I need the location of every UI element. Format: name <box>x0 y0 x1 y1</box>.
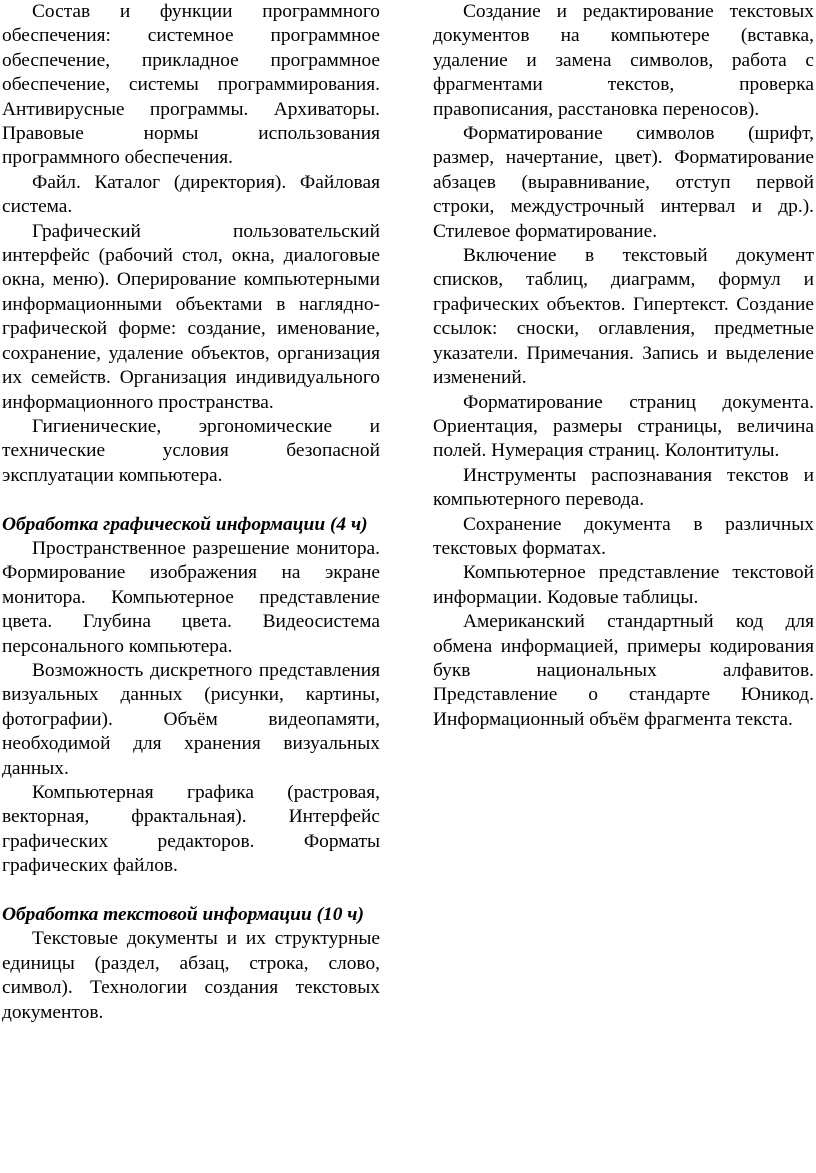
paragraph-file-system: Файл. Каталог (директория). Файловая система. <box>2 171 380 218</box>
paragraph-saving-formats: Сохранение документа в различных текстовых форматах. <box>433 513 814 559</box>
paragraph-monitor-resolution: Пространственное разрешение монитора. Формирование изображения на экране монитора. Компьютерное представление цвета. Глубина цвета. Видеосистема персонального компьютера. <box>2 537 380 657</box>
paragraph-text-representation: Компьютерное представление текстовой информации. Кодовые таблицы. <box>433 562 814 608</box>
right-column <box>433 0 814 732</box>
paragraph-recognition-tools: Инструменты распознавания текстов и компьютерного перевода. <box>433 464 814 511</box>
section-heading-text: Обработка текстовой информации (10 ч) <box>2 904 364 925</box>
paragraph-hygiene: Гигиенические, эргономические и технические условия безопасной эксплуатации компьютера. <box>2 415 380 486</box>
paragraph-software-composition: Состав и функции программного обеспечения: системное программное обеспечение, прикладное программное обеспечение, системы программирования. Антивирусные программы. Архиваторы. Правовые нормы использования программного обеспечения. <box>2 1 380 169</box>
paragraph-text-documents: Текстовые документы и их структурные единицы (раздел, абзац, строка, слово, символ). Технологии создания текстовых документов. <box>2 928 380 1023</box>
paragraph-inclusion-objects: Включение в текстовый документ списков, таблиц, диаграмм, формул и графических объектов. Гипертекст. Создание ссылок: сноски, оглавления, предметные указатели. Примечания. Запись и выделение изменений. <box>433 245 814 389</box>
paragraph-page-formatting: Форматирование страниц документа. Ориентация, размеры страницы, величина полей. Нумерация страниц. Колонтитулы. <box>433 391 814 462</box>
paragraph-editing: Создание и редактирование текстовых документов на компьютере (вставка, удаление и замена символов, работа с фрагментами текстов, проверка правописания, расстановка переносов). <box>433 1 814 120</box>
paragraph-gui: Графический пользовательский интерфейс (рабочий стол, окна, диалоговые окна, меню). Оперирование компьютерными информационными объектами в наглядно-графической форме: создание, именование, сохранение, удаление объектов, организация их семейств. Организация индивидуального информационного пространства. <box>2 220 380 413</box>
section-heading-graphics: Обработка графической информации (4 ч) <box>2 513 368 535</box>
paragraph-discrete-representation: Возможность дискретного представления визуальных данных (рисунки, картины, фотографии). Объём видеопамяти, необходимой для хранения визуальных данных. <box>2 659 380 779</box>
left-column <box>2 0 380 1025</box>
paragraph-computer-graphics: Компьютерная графика (растровая, векторная, фрактальная). Интерфейс графических редакторов. Форматы графических файлов. <box>2 781 380 877</box>
paragraph-character-formatting: Форматирование символов (шрифт, размер, начертание, цвет). Форматирование абзацев (выравнивание, отступ первой строки, междустрочный интервал и др.). Стилевое форматирование. <box>433 123 814 242</box>
paragraph-ascii-unicode: Американский стандартный код для обмена информацией, примеры кодирования букв национальных алфавитов. Представление о стандарте Юникод. Информационный объём фрагмента текста. <box>433 611 814 730</box>
